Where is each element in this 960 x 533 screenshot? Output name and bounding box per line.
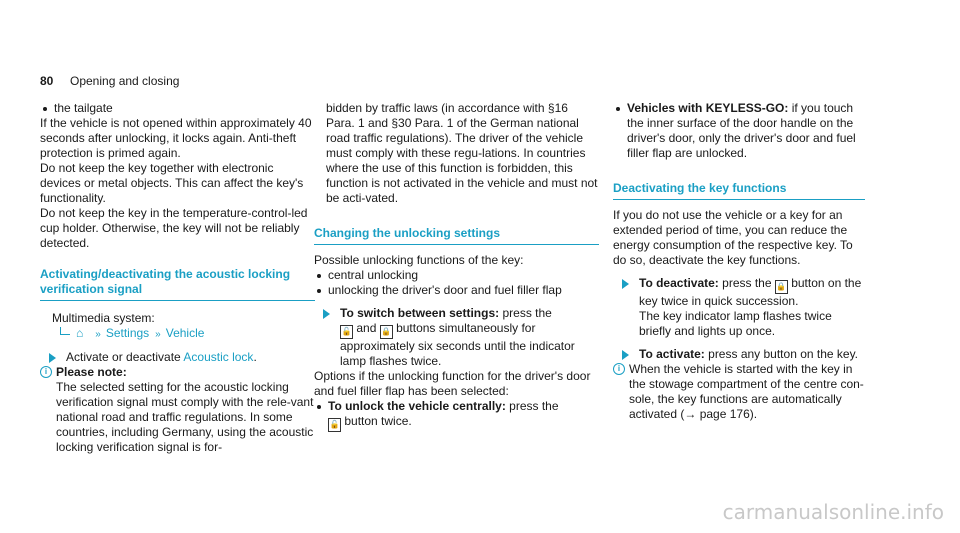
column-2 bbox=[314, 101, 599, 432]
lock-key-icon: 🔒 bbox=[380, 325, 393, 339]
options-text: Options if the unlocking function for the driver's door and fuel filler flap has been selected: bbox=[314, 369, 591, 398]
heading-deactivating: Deactivating the key functions bbox=[613, 181, 865, 200]
unlock-key-icon: 🔓 bbox=[328, 418, 341, 432]
step-arrow-icon bbox=[622, 350, 629, 360]
note-activation bbox=[613, 362, 865, 422]
bullet-tailgate: the tailgate bbox=[40, 101, 315, 116]
para-electronic: Do not keep the key together with electronic devices or metal objects. This can affect the key's functionality. bbox=[40, 161, 304, 205]
info-icon: i bbox=[613, 363, 625, 375]
home-icon[interactable]: ⌂ bbox=[76, 326, 84, 340]
step-arrow-icon bbox=[323, 309, 330, 319]
nav-path bbox=[40, 326, 315, 342]
page-number: 80 bbox=[40, 74, 54, 88]
heading-changing: Changing the unlocking settings bbox=[314, 226, 599, 245]
step-arrow-icon bbox=[49, 353, 56, 363]
heading-acoustic: Activating/deactivating the acoustic locking verification signal bbox=[40, 267, 315, 301]
step-arrow-icon bbox=[622, 279, 629, 289]
section-title: Opening and closing bbox=[70, 74, 180, 88]
chevron-right-icon: » bbox=[155, 329, 161, 340]
bullet-keyless: Vehicles with KEYLESS-GO: if you touch the inner surface of the door handle on the driver's door, only the driver's door and fuel filler flap are unlocked. bbox=[613, 101, 865, 161]
step-deactivate: To deactivate: press the 🔒 button on the key twice in quick succession. The key indicator lamp flashes twice briefly and lights up once. bbox=[613, 276, 865, 339]
watermark: carmanualsonline.info bbox=[722, 500, 944, 524]
note-acoustic bbox=[40, 365, 315, 455]
multimedia-label: Multimedia system: bbox=[52, 311, 155, 325]
step-acoustic: Activate or deactivate Acoustic lock. bbox=[40, 350, 315, 365]
bullet-driver: unlocking the driver's door and fuel filler flap bbox=[314, 283, 599, 298]
acoustic-lock-link[interactable]: Acoustic lock bbox=[183, 350, 254, 364]
possible-functions: Possible unlocking functions of the key: bbox=[314, 253, 524, 267]
nav-arrow-icon bbox=[60, 327, 70, 335]
nav-vehicle[interactable]: Vehicle bbox=[165, 326, 205, 340]
unlock-key-icon: 🔓 bbox=[340, 325, 353, 339]
bullet-central: central unlocking bbox=[314, 268, 599, 283]
para-relock: If the vehicle is not opened within approximately 40 seconds after unlocking, it locks again. Anti-theft protection is primed again. bbox=[40, 116, 312, 160]
step-activate: To activate: press any button on the key. bbox=[613, 347, 865, 362]
para-cupholder: Do not keep the key in the temperature-control-led cup holder. Otherwise, the key will not be reliably detected. bbox=[40, 206, 308, 250]
note-text: The selected setting for the acoustic locking verification signal must comply with the rele-vant national road and traffic regulations. In some countries, including Germany, using the acoustic locking verification signal is for- bbox=[56, 380, 314, 454]
lock-key-icon: 🔒 bbox=[775, 280, 788, 294]
bullet-unlock-central: To unlock the vehicle centrally: press the 🔓 button twice. bbox=[314, 399, 599, 432]
column-3 bbox=[613, 101, 865, 422]
note-text: When the vehicle is started with the key in the stowage compartment of the centre con-sole, the key functions are automatically activated (→ page 176). bbox=[629, 362, 864, 421]
nav-settings[interactable]: Settings bbox=[105, 326, 150, 340]
para-continued: bidden by traffic laws (in accordance with §16 Para. 1 and §30 Para. 1 of the German national road traffic regulations). The driver of the vehicle must comply with these regu-lations. In countries where the use of this function is forbidden, this function is not activated in the vehicle and must not be acti-vated. bbox=[326, 101, 598, 205]
deactivate-intro: If you do not use the vehicle or a key for an extended period of time, you can reduce the energy consumption of the respective key. To do so, deactivate the key functions. bbox=[613, 208, 853, 267]
column-1 bbox=[40, 101, 315, 455]
chevron-right-icon: » bbox=[95, 329, 101, 340]
note-title: Please note: bbox=[56, 365, 127, 379]
step-switch: To switch between settings: press the 🔓 and 🔒 buttons simultaneously for approximately six seconds until the indicator lamp flashes twice. bbox=[314, 306, 599, 369]
info-icon: i bbox=[40, 366, 52, 378]
